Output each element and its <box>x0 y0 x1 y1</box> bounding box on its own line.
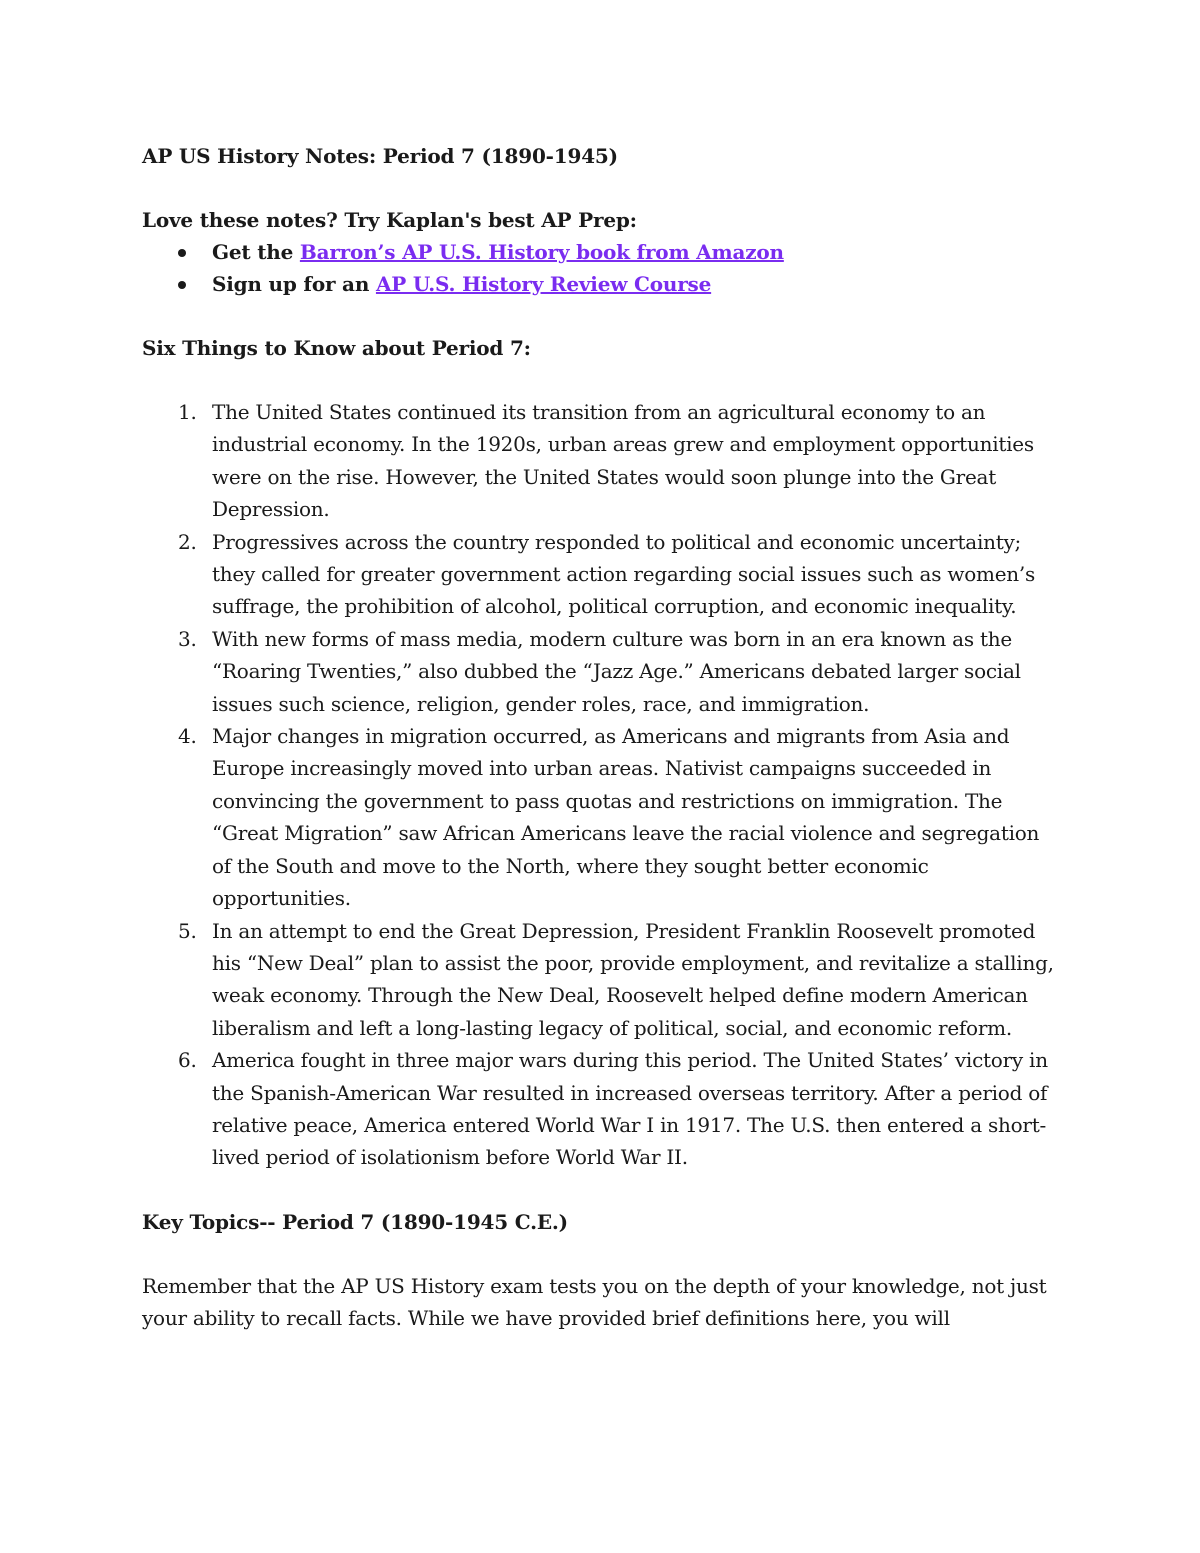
review-course-link[interactable]: AP U.S. History Review Course <box>375 272 712 296</box>
promo-heading: Love these notes? Try Kaplan's best AP Prep: <box>142 208 637 232</box>
promo-item-book <box>142 236 1062 268</box>
six-things-heading: Six Things to Know about Period 7: <box>142 336 531 360</box>
list-item <box>142 396 1062 526</box>
promo-item-prefix: Sign up for an <box>212 272 376 296</box>
key-topics-intro: Remember that the AP US History exam tests you on the depth of your knowledge, not just your ability to recall facts. While we have provided brief definitions here, you will <box>142 1273 1047 1331</box>
list-item-number: 1. <box>178 400 197 424</box>
list-item <box>142 623 1062 720</box>
list-item-number: 5. <box>178 918 197 943</box>
promo-item-course <box>142 268 1062 300</box>
list-item-text: Major changes in migration occurred, as Americans and migrants from Asia and Europe increasingly moved into urban areas. Nativist campaigns succeeded in convincing the government to pass quotas and restrictions on immigration. The “Great Migration” saw African Americans leave the racial violence and segregation of the South and move to the North, where they sought better economic opportunities. <box>212 724 1040 911</box>
document-page <box>142 140 1062 1335</box>
document-title: AP US History Notes: Period 7 (1890-1945) <box>142 144 618 168</box>
list-item-text: With new forms of mass media, modern culture was born in an era known as the “Roaring Twenties,” also dubbed the “Jazz Age.” Americans debated larger social issues such science, religion, gender roles, race, and immigration. <box>212 626 1021 716</box>
key-topics-heading: Key Topics-- Period 7 (1890-1945 C.E.) <box>142 1209 568 1234</box>
list-item <box>142 720 1062 914</box>
list-item-text: Progressives across the country responded to political and economic uncertainty; they called for greater government action regarding social issues such as women’s suffrage, the prohibition of alcohol, political corruption, and economic inequality. <box>212 529 1036 619</box>
promo-list <box>142 236 1062 300</box>
list-item-number: 4. <box>178 724 197 749</box>
list-item-number: 3. <box>178 626 197 651</box>
list-item <box>142 1044 1062 1174</box>
list-item <box>142 526 1062 623</box>
promo-item-prefix: Get the <box>212 240 300 264</box>
list-item <box>142 915 1062 1045</box>
list-item-text: The United States continued its transition from an agricultural economy to an industrial economy. In the 1920s, urban areas grew and employment opportunities were on the rise. However, the United States would soon plunge into the Great Depression. <box>212 400 1034 522</box>
bullet-icon <box>178 249 186 257</box>
list-item-text: In an attempt to end the Great Depression, President Franklin Roosevelt promoted his “New Deal” plan to assist the poor, provide employment, and revitalize a stalling, weak economy. Through the New Deal, Roosevelt helped define modern American liberalism and left a long-lasting legacy of political, social, and economic reform. <box>212 918 1054 1040</box>
list-item-text: America fought in three major wars during this period. The United States’ victory in the Spanish-American War resulted in increased overseas territory. After a period of relative peace, America entered World War I in 1917. The U.S. then entered a short-lived period of isolationism before World War II. <box>212 1048 1048 1170</box>
six-things-list <box>142 396 1062 1174</box>
bullet-icon <box>178 281 186 289</box>
list-item-number: 2. <box>178 529 197 554</box>
list-item-number: 6. <box>178 1048 197 1073</box>
barrons-book-link[interactable]: Barron’s AP U.S. History book from Amazon <box>299 240 784 264</box>
